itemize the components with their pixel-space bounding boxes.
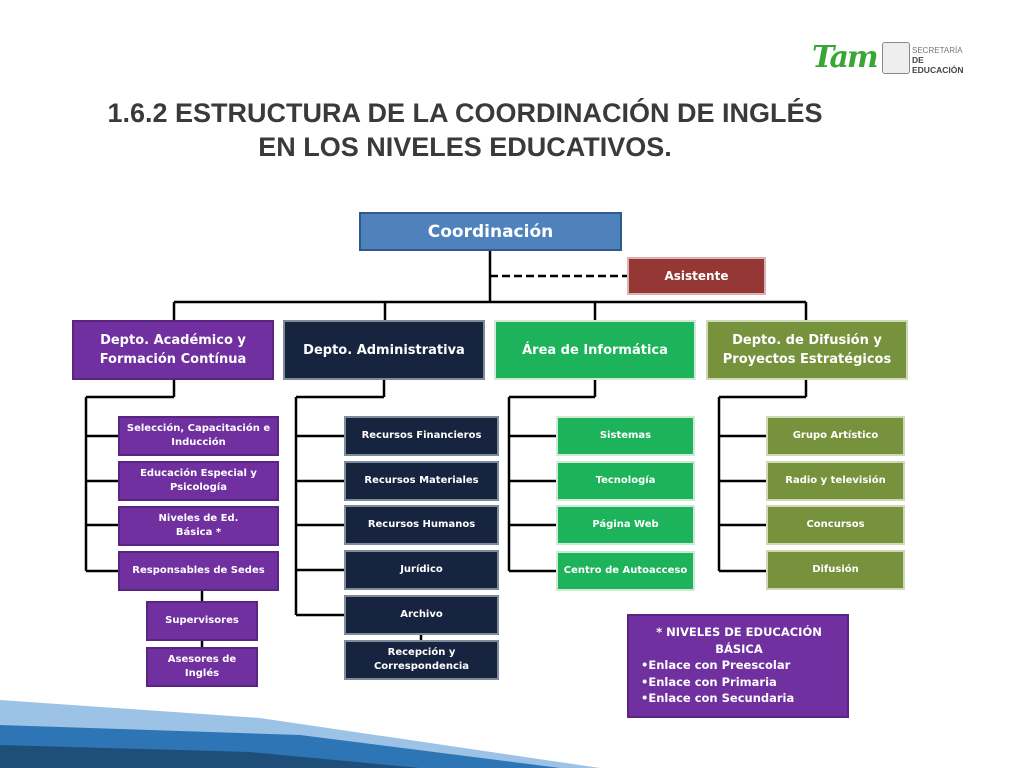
node-centro-autoacceso: Centro de Autoacceso [556,551,695,591]
node-depto-administrativa: Depto. Administrativa [283,320,485,380]
node-responsables-sedes: Responsables de Sedes [118,551,279,591]
node-seleccion: Selección, Capacitación e Inducción [118,416,279,456]
tam-logo-text: Tam [812,40,877,75]
node-radio-television: Radio y televisión [766,461,905,501]
node-recursos-humanos: Recursos Humanos [344,505,499,545]
node-asesores-ingles: Asesores de Inglés [146,647,258,687]
node-coordinacion: Coordinación [359,212,622,251]
logo-secretaria: SECRETARÍA [912,46,963,55]
note-item-preescolar: •Enlace con Preescolar [641,658,791,672]
node-archivo: Archivo [344,595,499,635]
node-difusion: Difusión [766,550,905,590]
node-asistente: Asistente [627,257,766,295]
note-item-secundaria: •Enlace con Secundaria [641,691,795,705]
node-recursos-materiales: Recursos Materiales [344,461,499,501]
node-niveles-basica: Niveles de Ed. Básica * [118,506,279,546]
node-concursos: Concursos [766,505,905,545]
node-sistemas: Sistemas [556,416,695,456]
node-educacion-especial: Educación Especial y Psicología [118,461,279,501]
node-supervisores: Supervisores [146,601,258,641]
note-item-primaria: •Enlace con Primaria [641,674,777,689]
node-pagina-web: Página Web [556,505,695,545]
note-niveles-basica [627,614,849,718]
node-tecnologia: Tecnología [556,461,695,501]
logo-de-educacion: DE EDUCACIÓN [912,55,964,75]
node-juridico: Jurídico [344,550,499,590]
node-depto-difusion: Depto. de Difusión y Proyectos Estratégicos [706,320,908,380]
node-recepcion: Recepción y Correspondencia [344,640,499,680]
title-line-1: 1.6.2 ESTRUCTURA DE LA COORDINACIÓN DE INGLÉS [107,98,823,128]
node-recursos-financieros: Recursos Financieros [344,416,499,456]
title-line-2: EN LOS NIVELES EDUCATIVOS. [258,132,672,162]
node-area-informatica: Área de Informática [494,320,696,380]
node-grupo-artistico: Grupo Artístico [766,416,905,456]
note-title: * NIVELES DE EDUCACIÓN BÁSICA [656,625,822,656]
node-depto-academico: Depto. Académico y Formación Contínua [72,320,274,380]
